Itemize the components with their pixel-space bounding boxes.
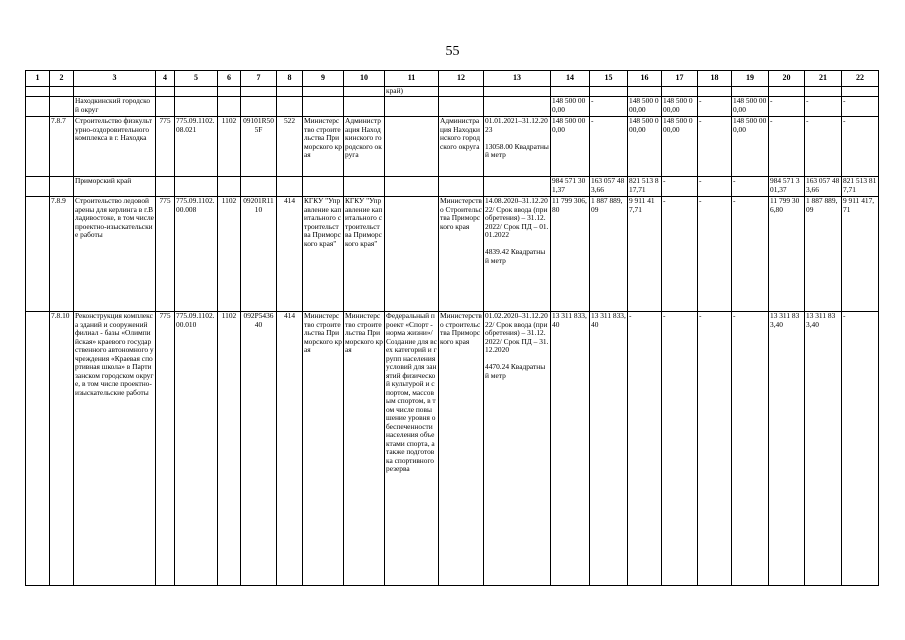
table-cell — [439, 97, 484, 117]
table-cell — [277, 177, 303, 197]
table-cell: - — [698, 177, 732, 197]
table-row — [26, 312, 879, 586]
table-cell — [628, 87, 662, 97]
table-cell: 148 500 000,00 — [628, 117, 662, 177]
table-cell: 09201R1110 — [241, 197, 277, 312]
table-cell: 13 311 833,40 — [805, 312, 842, 586]
table-cell — [439, 177, 484, 197]
table-cell: 01.01.2021–31.12.2023 13058.00 Квадратный метр — [484, 117, 551, 177]
table-cell: 148 500 000,00 — [628, 97, 662, 117]
column-header: 6 — [218, 71, 241, 87]
table-cell — [26, 312, 50, 586]
page-number: 55 — [445, 44, 460, 59]
table-cell — [303, 177, 344, 197]
table-cell — [74, 87, 156, 97]
column-header: 19 — [732, 71, 769, 87]
table-cell — [698, 87, 732, 97]
table-cell — [156, 177, 175, 197]
table-cell: - — [842, 97, 879, 117]
table-row — [26, 197, 879, 312]
table-cell — [241, 97, 277, 117]
table-cell — [344, 97, 385, 117]
table-cell — [175, 97, 218, 117]
table-cell: - — [698, 312, 732, 586]
table-row — [26, 177, 879, 197]
table-cell: - — [698, 97, 732, 117]
table-cell — [484, 87, 551, 97]
table-row — [26, 87, 879, 97]
table-cell: 1102 — [218, 197, 241, 312]
table-cell: 09101R505F — [241, 117, 277, 177]
table-cell — [385, 177, 439, 197]
table-cell: 148 500 000,00 — [662, 117, 698, 177]
table-cell — [50, 177, 74, 197]
table-cell: - — [732, 312, 769, 586]
table-cell: - — [698, 197, 732, 312]
column-header: 12 — [439, 71, 484, 87]
table-cell: край) — [385, 87, 439, 97]
table-row — [26, 117, 879, 177]
table-cell: 148 500 000,00 — [551, 117, 590, 177]
column-header: 21 — [805, 71, 842, 87]
table-cell: 775 — [156, 312, 175, 586]
table-cell: 775.09.1102.00.010 — [175, 312, 218, 586]
table-cell — [484, 97, 551, 117]
table-cell: Строительство физкультурно-оздоровительного комплекса в г. Находка — [74, 117, 156, 177]
table-cell: 01.02.2020–31.12.2022/ Срок ввода (приобретения) – 31.12.2022/ Срок ПД – 31.12.2020 4470.24 Квадратный метр — [484, 312, 551, 586]
table-cell: 1 887 889,09 — [805, 197, 842, 312]
table-cell — [385, 197, 439, 312]
table-cell: 821 513 817,71 — [842, 177, 879, 197]
table-cell — [156, 97, 175, 117]
table-cell: - — [805, 97, 842, 117]
table-header-row — [26, 71, 879, 87]
column-header: 9 — [303, 71, 344, 87]
table-cell: 148 500 000,00 — [662, 97, 698, 117]
table-cell — [50, 87, 74, 97]
table-cell: - — [662, 312, 698, 586]
table-cell: 13 311 833,40 — [551, 312, 590, 586]
table-cell — [241, 177, 277, 197]
budget-table — [25, 70, 879, 586]
table-cell: Строительство ледовой арены для керлинга в г.Владивостоке, в том числе проектно-изыскательские работы — [74, 197, 156, 312]
table-cell: 148 500 000,00 — [551, 97, 590, 117]
table-cell — [732, 87, 769, 97]
table-cell: Министерство строительства Приморского края — [303, 117, 344, 177]
table-cell: 163 057 483,66 — [590, 177, 628, 197]
table-cell: 414 — [277, 312, 303, 586]
column-header: 3 — [74, 71, 156, 87]
table-cell: Администрация Находкинского городского округа — [439, 117, 484, 177]
table-cell: 7.8.10 — [50, 312, 74, 586]
table-cell: 7.8.7 — [50, 117, 74, 177]
column-header: 2 — [50, 71, 74, 87]
column-header: 15 — [590, 71, 628, 87]
table-cell: 13 311 833,40 — [769, 312, 805, 586]
table-cell: 775.09.1102.08.021 — [175, 117, 218, 177]
table-cell — [26, 197, 50, 312]
table-cell: 14.08.2020–31.12.2022/ Срок ввода (приобретения) – 31.12.2022/ Срок ПД – 01.01.2022 4839.42 Квадратный метр — [484, 197, 551, 312]
table-cell — [662, 87, 698, 97]
table-cell — [385, 97, 439, 117]
table-cell: - — [805, 117, 842, 177]
column-header: 13 — [484, 71, 551, 87]
table-cell: 092P543640 — [241, 312, 277, 586]
table-cell: 1102 — [218, 312, 241, 586]
table-cell — [26, 97, 50, 117]
table-cell: Министерство строительства Приморского края — [344, 312, 385, 586]
table-cell: 984 571 301,37 — [551, 177, 590, 197]
table-cell: 13 311 833,40 — [590, 312, 628, 586]
table-row — [26, 97, 879, 117]
table-cell: 9 911 417,71 — [842, 197, 879, 312]
table-cell — [385, 117, 439, 177]
table-cell: Находкинский городской округ — [74, 97, 156, 117]
table-cell: - — [842, 312, 879, 586]
table-cell: - — [628, 312, 662, 586]
table-cell: - — [590, 117, 628, 177]
table-cell: 1102 — [218, 117, 241, 177]
table-cell — [218, 177, 241, 197]
table-cell: - — [662, 177, 698, 197]
table-cell: КГКУ "Управление капитального строительства Приморского края" — [303, 197, 344, 312]
table-cell: 414 — [277, 197, 303, 312]
column-header: 4 — [156, 71, 175, 87]
column-header: 18 — [698, 71, 732, 87]
table-cell: - — [769, 117, 805, 177]
table-cell: Министерство строительства Приморского края — [439, 312, 484, 586]
table-cell: 9 911 417,71 — [628, 197, 662, 312]
table-cell — [277, 87, 303, 97]
table-cell: Министерство строительства Приморского края — [303, 312, 344, 586]
table-cell — [277, 97, 303, 117]
table-cell: 7.8.9 — [50, 197, 74, 312]
table-cell — [590, 87, 628, 97]
table-cell: - — [842, 117, 879, 177]
table-cell: 1 887 889,09 — [590, 197, 628, 312]
table-cell: Приморский край — [74, 177, 156, 197]
table-cell: КГКУ "Управление капитального строительства Приморского края" — [344, 197, 385, 312]
table-cell: Реконструкция комплекса зданий и сооружений филиал - базы «Олимпийская» краевого государственного автономного учреждения «Краевая спортивная школа» в Партизанском городском округе, в том числе проектно-изыскательские работы — [74, 312, 156, 586]
table-cell — [842, 87, 879, 97]
table-cell: 775 — [156, 197, 175, 312]
table-cell — [218, 97, 241, 117]
table-cell: Министерство Строительства Приморского края — [439, 197, 484, 312]
table-cell — [484, 177, 551, 197]
table-cell: 148 500 000,00 — [732, 97, 769, 117]
table-cell — [439, 87, 484, 97]
column-header: 20 — [769, 71, 805, 87]
table-cell — [241, 87, 277, 97]
table-cell — [303, 87, 344, 97]
table-cell — [769, 87, 805, 97]
table-cell: 522 — [277, 117, 303, 177]
table-cell — [156, 87, 175, 97]
table-cell — [218, 87, 241, 97]
table-cell — [303, 97, 344, 117]
table-cell: 984 571 301,37 — [769, 177, 805, 197]
column-header: 1 — [26, 71, 50, 87]
table-cell: - — [732, 197, 769, 312]
table-cell: 148 500 000,00 — [732, 117, 769, 177]
table-cell — [26, 117, 50, 177]
table-cell: - — [590, 97, 628, 117]
table-cell: - — [698, 117, 732, 177]
table-cell — [551, 87, 590, 97]
column-header: 7 — [241, 71, 277, 87]
column-header: 11 — [385, 71, 439, 87]
table-cell — [805, 87, 842, 97]
column-header: 8 — [277, 71, 303, 87]
table-cell: - — [732, 177, 769, 197]
table-cell: 11 799 306,80 — [769, 197, 805, 312]
table-cell — [344, 177, 385, 197]
column-header: 14 — [551, 71, 590, 87]
column-header: 10 — [344, 71, 385, 87]
table-cell — [50, 97, 74, 117]
table-cell: 821 513 817,71 — [628, 177, 662, 197]
table-cell: - — [662, 197, 698, 312]
table-cell — [26, 177, 50, 197]
column-header: 16 — [628, 71, 662, 87]
table-cell — [175, 87, 218, 97]
table-cell: 775.09.1102.00.008 — [175, 197, 218, 312]
table-cell: Администрация Находкинского городского округа — [344, 117, 385, 177]
table-cell: - — [769, 97, 805, 117]
table-cell: 11 799 306,80 — [551, 197, 590, 312]
table-cell — [26, 87, 50, 97]
table-cell — [344, 87, 385, 97]
column-header: 17 — [662, 71, 698, 87]
column-header: 5 — [175, 71, 218, 87]
table-cell: Федеральный проект «Спорт - норма жизни»/Создание для всех категорий и групп населения условий для занятий физической культурой и спортом, массовым спортом, в том числе повышение уровня обеспеченности населения объектами спорта, а также подготовка спортивного резерва — [385, 312, 439, 586]
table-cell — [175, 177, 218, 197]
table-cell: 163 057 483,66 — [805, 177, 842, 197]
table-cell: 775 — [156, 117, 175, 177]
column-header: 22 — [842, 71, 879, 87]
